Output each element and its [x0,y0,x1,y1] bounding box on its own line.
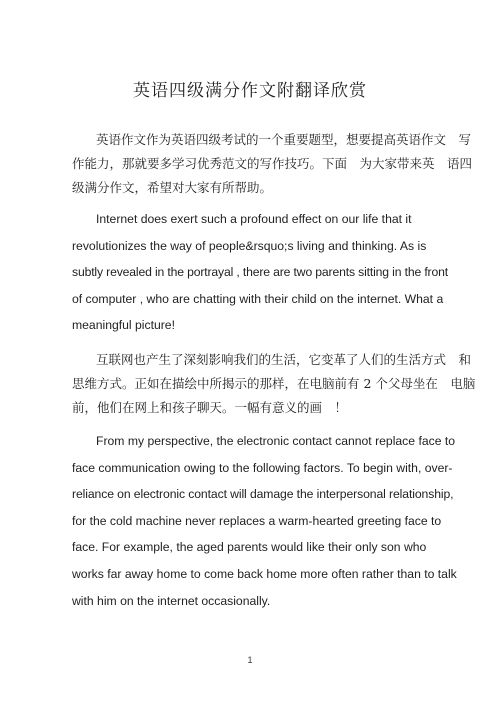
document-title: 英语四级满分作文附翻译欣赏 [133,81,367,101]
intro-line-1: 英语作文作为英语四级考试的一个重要题型，想要提高英语作文 写 [96,132,472,147]
para2-line-6: works far away home to come back home more often rather than to talk [72,566,457,581]
intro-line-3: 级满分作文，希望对大家有所帮助。 [72,180,273,195]
para2-line-3: reliance on electronic contact will damage the interpersonal relationship, [72,487,454,502]
intro-line-2: 作能力，那就要多学习优秀范文的写作技巧。下面 为大家带来英 语四 [72,156,473,171]
para1-line-1: Internet does exert such a profound effect on our life that it [96,212,412,226]
english-paragraph-1 [72,206,448,339]
page-number: 1 [247,655,253,665]
para1-line-5: meaningful picture! [72,318,175,333]
para2-line-7: with him on the internet occasionally. [72,593,271,608]
intro-paragraph [72,128,473,200]
para2-line-4: for the cold machine never replaces a warm-hearted greeting face to [72,513,442,528]
para1-line-4: of computer , who are chatting with their child on the internet. What a [72,291,444,306]
english-paragraph-2 [72,428,457,614]
para2-line-5: face. For example, the aged parents would like their only son who [72,540,427,555]
para1-line-2: revolutionizes the way of people&rsquo;s living and thinking. As is [72,238,427,253]
chinese-paragraph-1 [72,348,476,420]
para1-cn-line-1: 互联网也产生了深刻影响我们的生活，它变革了人们的生活方式 和 [96,352,472,367]
para1-cn-line-3: 前，他们在网上和孩子聊天。一幅有意义的画 ！ [72,400,348,415]
para2-line-1: From my perspective, the electronic contact cannot replace face to [96,434,456,448]
para1-cn-line-2: 思维方式。正如在描绘中所揭示的那样，在电脑前有 2 个父母坐在 电脑 [72,376,476,391]
para1-line-3: subtly revealed in the portrayal , there are two parents sitting in the front [72,265,448,280]
para2-line-2: face communication owing to the following factors. To begin with, over- [72,460,453,475]
